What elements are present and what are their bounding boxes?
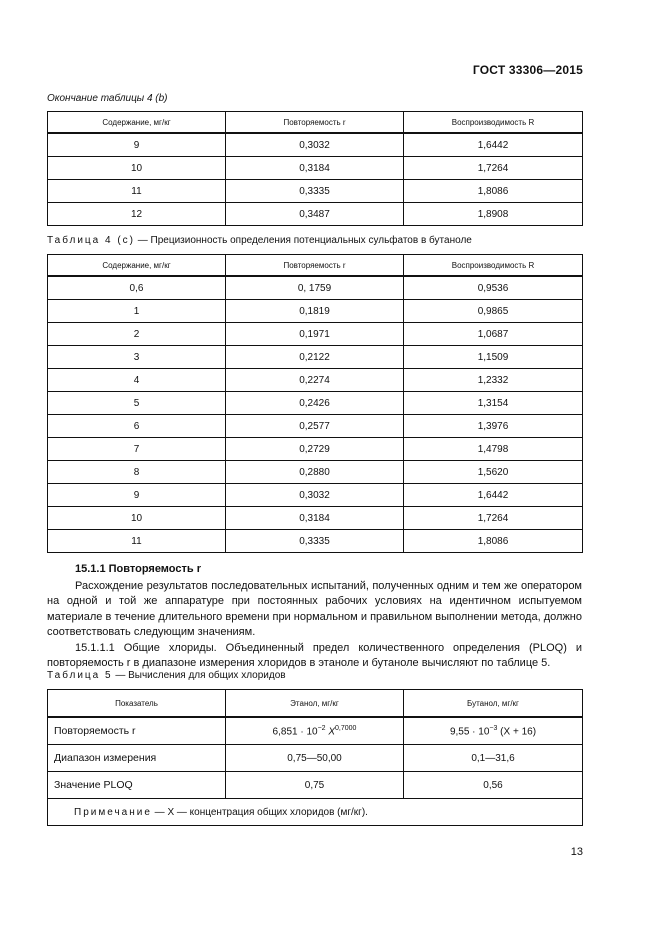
table-cell: 1,7264 <box>404 157 583 180</box>
section-heading: 15.1.1 Повторяемость r <box>75 563 201 575</box>
table-row <box>48 438 583 461</box>
table-4c-caption-label: Таблица 4 (с) <box>47 235 135 246</box>
table-note <box>48 799 583 826</box>
note-text: — X — концентрация общих хлоридов (мг/кг). <box>151 806 368 818</box>
table-cell: Значение PLOQ <box>48 772 226 799</box>
table-cell: 7 <box>48 438 226 461</box>
table-5-header-ethanol: Этанол, мг/кг <box>226 690 404 718</box>
table-cell: 11 <box>48 180 226 203</box>
table-row <box>48 484 583 507</box>
table-4b-header-content: Содержание, мг/кг <box>48 112 226 134</box>
table-cell: 0,9865 <box>404 300 583 323</box>
table-cell-formula <box>226 717 404 745</box>
table-4c-header-repeatability: Повторяемость r <box>226 255 404 277</box>
table-cell: 1,2332 <box>404 369 583 392</box>
table-cell: 1,6442 <box>404 484 583 507</box>
table-cell: 3 <box>48 346 226 369</box>
table-row <box>48 717 583 745</box>
table-cell: 0,56 <box>404 772 583 799</box>
table-row <box>48 323 583 346</box>
table-5-header-indicator: Показатель <box>48 690 226 718</box>
table-cell: 1,7264 <box>404 507 583 530</box>
table-cell: 1 <box>48 300 226 323</box>
table-4c-header-reproducibility: Воспроизводимость R <box>404 255 583 277</box>
formula-part: 6,851 · 10 <box>272 726 318 738</box>
table-cell: 12 <box>48 203 226 226</box>
table-cell: Повторяемость r <box>48 717 226 745</box>
table-cell: 0,3184 <box>226 157 404 180</box>
table-cell: 0,2729 <box>226 438 404 461</box>
table-5-caption-text: — Вычисления для общих хлоридов <box>112 670 286 681</box>
table-note-row <box>48 799 583 826</box>
table-cell: 11 <box>48 530 226 553</box>
standard-designation: ГОСТ 33306—2015 <box>472 63 583 77</box>
table-cell: 0, 1759 <box>226 276 404 300</box>
table-row <box>48 772 583 799</box>
table-4b <box>47 111 583 226</box>
table-cell-formula <box>404 717 583 745</box>
table-cell: 0,75—50,00 <box>226 745 404 772</box>
table-row <box>48 180 583 203</box>
table-cell: 10 <box>48 157 226 180</box>
page-number: 13 <box>570 846 583 858</box>
table-4c-caption-text: — Прецизионность определения потенциальных сульфатов в бутаноле <box>135 235 472 246</box>
table-4b-header-reproducibility: Воспроизводимость R <box>404 112 583 134</box>
section-15-1-1 <box>47 562 582 672</box>
table-row <box>48 415 583 438</box>
table-cell: 0,1819 <box>226 300 404 323</box>
table-row <box>48 392 583 415</box>
table-cell: 1,0687 <box>404 323 583 346</box>
table-cell: 0,3487 <box>226 203 404 226</box>
table-cell: 0,75 <box>226 772 404 799</box>
table-cell: 0,3184 <box>226 507 404 530</box>
table-cell: 0,2577 <box>226 415 404 438</box>
note-label: Примечание <box>74 806 152 818</box>
table-4b-header-repeatability: Повторяемость r <box>226 112 404 134</box>
table-4b-caption: Окончание таблицы 4 (b) <box>47 93 168 104</box>
table-row <box>48 300 583 323</box>
table-cell: 1,8908 <box>404 203 583 226</box>
table-cell: 1,6442 <box>404 133 583 157</box>
formula-part: (X + 16) <box>497 726 537 738</box>
table-cell: 9 <box>48 133 226 157</box>
table-cell: 8 <box>48 461 226 484</box>
table-5-caption <box>47 670 286 681</box>
table-cell: 0,9536 <box>404 276 583 300</box>
table-4c <box>47 254 583 553</box>
table-row <box>48 530 583 553</box>
table-5-header-butanol: Бутанол, мг/кг <box>404 690 583 718</box>
table-cell: 0,6 <box>48 276 226 300</box>
formula-exponent: 0,7000 <box>335 724 357 732</box>
formula-variable: X <box>325 726 336 738</box>
table-5-caption-label: Таблица 5 <box>47 670 113 681</box>
paragraph-chlorides: 15.1.1.1 Общие хлориды. Объединенный предел количественного определения (PLOQ) и повторяемость r в диапазоне измерения хлоридов в этаноле и бутаноле вычисляют по таблице 5. <box>47 641 582 669</box>
table-row <box>48 133 583 157</box>
table-cell: 9 <box>48 484 226 507</box>
table-row <box>48 369 583 392</box>
table-cell: 0,2274 <box>226 369 404 392</box>
formula-exponent: −2 <box>317 724 326 732</box>
table-4c-header-content: Содержание, мг/кг <box>48 255 226 277</box>
table-cell: Диапазон измерения <box>48 745 226 772</box>
table-row <box>48 276 583 300</box>
table-cell: 0,2426 <box>226 392 404 415</box>
table-cell: 0,1—31,6 <box>404 745 583 772</box>
table-cell: 1,8086 <box>404 180 583 203</box>
paragraph-repeatability: Расхождение результатов последовательных испытаний, полученных одним и тем же оператором на одной и той же аппаратуре при постоянных рабочих условиях на идентичном испытуемом материале в течение длительного времени при нормальном и правильном выполнении метода, должно соответствовать следующим значениям. <box>47 579 582 638</box>
table-cell: 0,2880 <box>226 461 404 484</box>
table-cell: 0,2122 <box>226 346 404 369</box>
table-cell: 1,1509 <box>404 346 583 369</box>
table-cell: 1,3976 <box>404 415 583 438</box>
table-cell: 0,3032 <box>226 133 404 157</box>
formula-part: 9,55 · 10 <box>449 726 490 738</box>
table-cell: 2 <box>48 323 226 346</box>
table-row <box>48 745 583 772</box>
table-row <box>48 203 583 226</box>
table-row <box>48 346 583 369</box>
formula-exponent: −3 <box>489 724 498 732</box>
table-4c-caption <box>47 235 472 246</box>
table-cell: 1,5620 <box>404 461 583 484</box>
table-cell: 1,8086 <box>404 530 583 553</box>
table-5 <box>47 689 583 826</box>
table-cell: 0,3032 <box>226 484 404 507</box>
table-cell: 10 <box>48 507 226 530</box>
table-cell: 4 <box>48 369 226 392</box>
table-cell: 0,3335 <box>226 180 404 203</box>
table-cell: 0,3335 <box>226 530 404 553</box>
table-row <box>48 507 583 530</box>
table-row <box>48 157 583 180</box>
table-cell: 1,3154 <box>404 392 583 415</box>
table-cell: 1,4798 <box>404 438 583 461</box>
table-row <box>48 461 583 484</box>
table-cell: 5 <box>48 392 226 415</box>
table-cell: 6 <box>48 415 226 438</box>
table-cell: 0,1971 <box>226 323 404 346</box>
